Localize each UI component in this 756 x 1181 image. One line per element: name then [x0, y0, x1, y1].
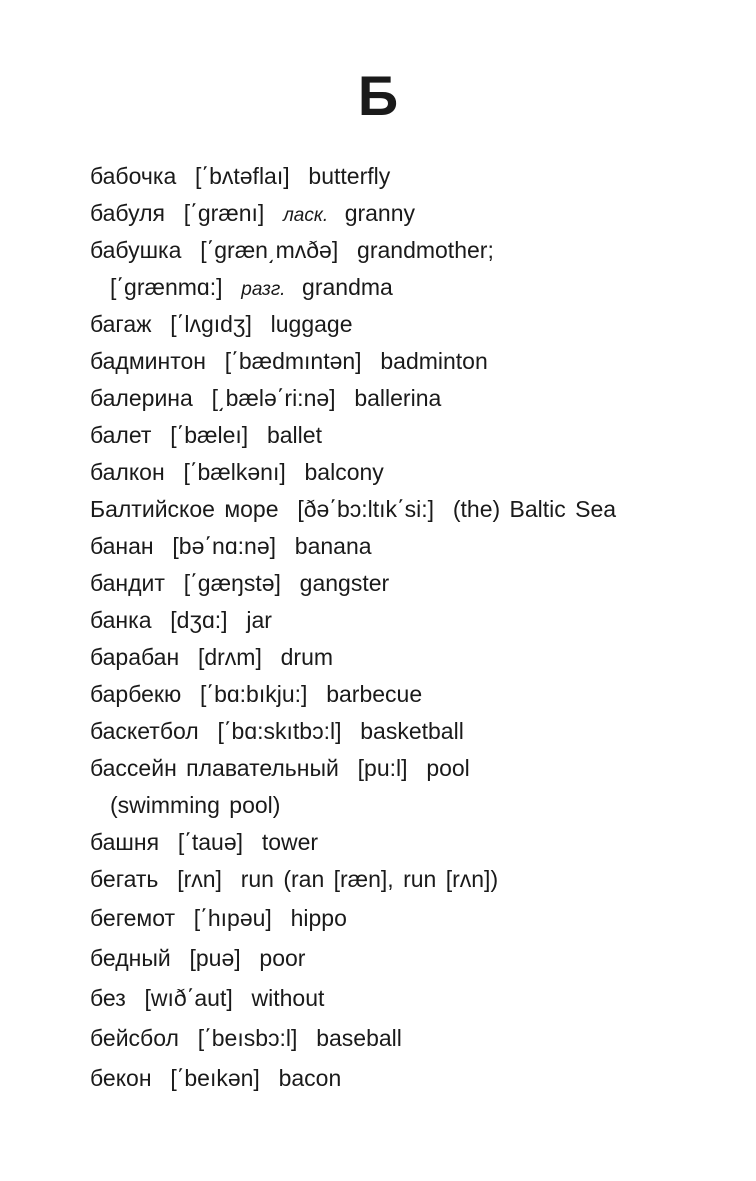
entry-line	[90, 380, 716, 417]
entry-transcription: [΄hıpəu]	[193, 905, 272, 931]
entry-word: бейсбол	[90, 1025, 179, 1051]
entry-line	[90, 978, 716, 1018]
entry-word: башня	[90, 829, 160, 855]
entry-word: барабан	[90, 644, 180, 670]
entry-word: банан	[90, 533, 154, 559]
entry-transcription: [΄grænmɑ:]	[110, 274, 223, 300]
entry-line	[90, 602, 716, 639]
entry-translation: (swimming pool)	[110, 792, 281, 818]
entry-word: бабочка	[90, 163, 177, 189]
entry-word: бекон	[90, 1065, 152, 1091]
entry-word: барбекю	[90, 681, 182, 707]
entry-line	[90, 824, 716, 861]
entry-word: Балтийское море	[90, 496, 279, 522]
entry-word: балкон	[90, 459, 165, 485]
entry-word: бегемот	[90, 905, 176, 931]
entry-transcription: [΄beısbɔ:l]	[197, 1025, 298, 1051]
entry-line	[90, 1058, 716, 1098]
entry-continuation-line	[90, 269, 716, 306]
entry-transcription: [΄tauə]	[177, 829, 244, 855]
entry-translation: drum	[280, 644, 334, 670]
entry-line	[90, 1018, 716, 1058]
entry-transcription: [΄bʌtəflaı]	[195, 163, 290, 189]
entry-transcription: [bə΄nɑ:nə]	[172, 533, 277, 559]
entry-transcription: [΄græn͵mʌðə]	[200, 237, 339, 263]
entry-transcription: [puə]	[189, 945, 241, 971]
entry-translation: hippo	[290, 905, 347, 931]
entry-transcription: [pu:l]	[357, 755, 408, 781]
entry-transcription: [΄bælkənı]	[183, 459, 286, 485]
entry-translation: barbecue	[326, 681, 423, 707]
entry-translation: gangster	[299, 570, 390, 596]
entry-line	[90, 861, 716, 898]
entry-line	[90, 454, 716, 491]
entry-line	[90, 306, 716, 343]
entry-translation: without	[251, 985, 325, 1011]
entry-transcription: [dʒɑ:]	[170, 607, 228, 633]
entry-translation: jar	[246, 607, 272, 633]
entry-translation: tower	[261, 829, 319, 855]
entry-word: бабуля	[90, 200, 165, 226]
entry-transcription: [΄bɑ:skıtbɔ:l]	[217, 718, 342, 744]
entry-translation: bacon	[278, 1065, 342, 1091]
entry-translation: pool	[426, 755, 470, 781]
entry-usage-note: разг.	[241, 279, 286, 300]
entry-transcription: [ðə΄bɔ:ltık΄si:]	[297, 496, 435, 522]
entry-transcription: [΄grænı]	[183, 200, 265, 226]
entry-word: банка	[90, 607, 152, 633]
entry-translation: run (ran [ræn], run [rʌn])	[240, 866, 499, 892]
entry-transcription: [drʌm]	[197, 644, 262, 670]
entry-word: бедный	[90, 945, 171, 971]
entry-line	[90, 676, 716, 713]
entry-line	[90, 898, 716, 938]
entry-list	[90, 158, 716, 1098]
entry-line	[90, 639, 716, 676]
entry-word: без	[90, 985, 126, 1011]
entry-translation: grandmother;	[357, 237, 494, 263]
entry-transcription: [wıð΄aut]	[144, 985, 233, 1011]
entry-word: бегать	[90, 866, 159, 892]
entry-line	[90, 158, 716, 195]
entry-line	[90, 195, 716, 232]
entry-transcription: [΄bædmıntən]	[224, 348, 362, 374]
entry-line	[90, 343, 716, 380]
entry-translation: banana	[294, 533, 372, 559]
entry-word: бандит	[90, 570, 165, 596]
entry-word: баскетбол	[90, 718, 199, 744]
entry-transcription: [΄beıkən]	[170, 1065, 260, 1091]
entry-transcription: [͵bælə΄ri:nə]	[211, 385, 336, 411]
entry-line	[90, 938, 716, 978]
entry-translation: baseball	[316, 1025, 402, 1051]
entry-line	[90, 528, 716, 565]
entry-word: балерина	[90, 385, 193, 411]
entry-line	[90, 713, 716, 750]
entry-translation: basketball	[360, 718, 464, 744]
entry-transcription: [΄gæŋstə]	[183, 570, 281, 596]
entry-word: бабушка	[90, 237, 182, 263]
entry-translation: ballerina	[354, 385, 442, 411]
section-letter: Б	[357, 64, 399, 127]
entry-line	[90, 417, 716, 454]
entry-line	[90, 565, 716, 602]
entry-translation: butterfly	[308, 163, 391, 189]
entry-line	[90, 750, 716, 787]
entry-translation: grandma	[302, 274, 393, 300]
entry-word: багаж	[90, 311, 152, 337]
entry-transcription: [΄bɑ:bıkju:]	[200, 681, 308, 707]
entry-transcription: [rʌn]	[177, 866, 222, 892]
entry-translation: balcony	[304, 459, 384, 485]
entry-translation: ballet	[266, 422, 322, 448]
entry-transcription: [΄bæleı]	[170, 422, 249, 448]
entry-word: балет	[90, 422, 152, 448]
entry-translation: (the) Baltic Sea	[452, 496, 617, 522]
entry-line	[90, 232, 716, 269]
entry-transcription: [΄lʌgıdʒ]	[170, 311, 252, 337]
entry-translation: granny	[344, 200, 416, 226]
entry-usage-note: ласк.	[283, 205, 329, 226]
entry-translation: poor	[259, 945, 306, 971]
entry-translation: luggage	[270, 311, 353, 337]
entry-word: бассейн плавательный	[90, 755, 339, 781]
entry-line	[90, 491, 716, 528]
entry-translation: badminton	[380, 348, 488, 374]
entry-word: бадминтон	[90, 348, 206, 374]
entry-continuation-line	[90, 787, 716, 824]
